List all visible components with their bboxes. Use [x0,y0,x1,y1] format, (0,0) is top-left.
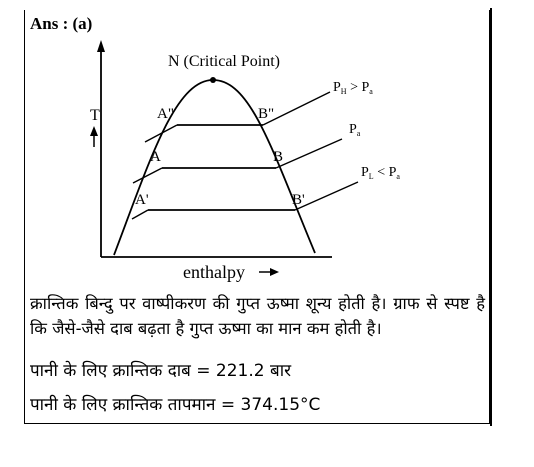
t-axis-arrowhead [97,40,105,52]
isobar-high-label: $P_H > P_a$ [333,80,373,96]
point-b-label: B [273,149,284,165]
point-b-prime-label: B' [292,192,305,208]
point-b-double-label: B" [258,106,275,122]
explanation-paragraph: क्रान्तिक बिन्दु पर वाष्पीकरण की गुप्त ऊष्मा शून्य होती है। ग्राफ से स्पष्ट है कि जैसे-जैसे दाब बढ़ता है गुप्त ऊष्मा का मान कम होती है। [30,294,485,338]
isobar-low-left [132,210,148,219]
critical-temperature-line: पानी के लिए क्रान्तिक तापमान = 374.15°C [30,395,321,415]
isobar-low-label: $P_L < P_a$ [361,165,400,181]
x-axis-label: enthalpy [183,262,245,282]
t-axis-label: T [90,107,100,124]
point-a-label: A [150,149,161,165]
critical-pressure-line: पानी के लिए क्रान्तिक दाब = 221.2 बार [30,361,292,381]
point-a-double-label: A" [157,106,174,122]
isobar-mid-right [276,139,342,168]
critical-point-marker [210,77,216,83]
critical-point-label: N (Critical Point) [168,53,280,70]
isobar-mid-label: $P_a$ [349,122,361,138]
isobar-mid-left [133,168,162,183]
answer-label: Ans : (a) [30,14,93,33]
x-label-arrow [270,268,279,276]
point-a-prime-label: A' [135,192,149,208]
isobar-high-left [145,125,177,142]
